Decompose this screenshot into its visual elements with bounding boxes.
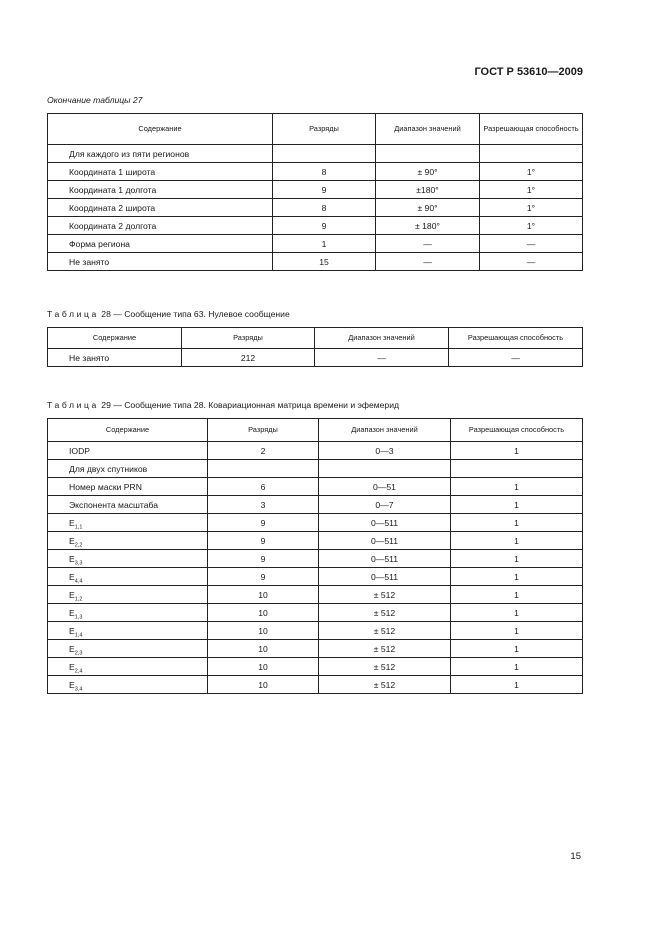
cell-bits: 3: [208, 496, 319, 514]
cell-content: Не занято: [48, 253, 273, 271]
table28-caption-prefix: Таблица: [47, 309, 99, 319]
table-row: [48, 676, 583, 694]
cell-label: E: [69, 643, 75, 654]
cell-bits: 10: [208, 640, 319, 658]
table-row: [48, 253, 583, 271]
table29: [47, 418, 583, 694]
cell-subscript: 1,4: [74, 632, 83, 639]
cell-bits: 15: [273, 253, 376, 271]
cell-subscript: 2,3: [74, 650, 83, 657]
cell-label: Для двух спутников: [69, 463, 148, 474]
cell-label: E: [69, 535, 75, 546]
table28-header-range: Диапазон значений: [315, 328, 449, 349]
cell-content: [48, 442, 208, 460]
cell-content: [48, 478, 208, 496]
cell-bits: 9: [208, 550, 319, 568]
cell-content: Координата 2 долгота: [48, 217, 273, 235]
cell-label: E: [69, 607, 75, 618]
table-row: [48, 586, 583, 604]
cell-label: E: [69, 589, 75, 600]
cell-content: Координата 1 долгота: [48, 181, 273, 199]
cell-content: [48, 676, 208, 694]
table29-header-range: Диапазон значений: [319, 419, 451, 442]
cell-range: [319, 460, 451, 478]
cell-label: Экспонента масштаба: [69, 499, 159, 510]
cell-bits: 9: [273, 217, 376, 235]
table-row: [48, 235, 583, 253]
cell-bits: 6: [208, 478, 319, 496]
table-row: [48, 145, 583, 163]
cell-resolution: 1: [451, 568, 583, 586]
page-number: 15: [570, 851, 581, 862]
cell-content: [48, 604, 208, 622]
cell-resolution: 1: [451, 532, 583, 550]
table29-header-content: Содержание: [48, 419, 208, 442]
table28-header-resolution: Разрешающая способность: [449, 328, 583, 349]
table-row: [48, 658, 583, 676]
cell-resolution: 1: [451, 604, 583, 622]
table28-header-content: Содержание: [48, 328, 182, 349]
cell-content: Для каждого из пяти регионов: [48, 145, 273, 163]
table-row: [48, 568, 583, 586]
cell-range: [376, 145, 480, 163]
cell-subscript: 2,4: [74, 668, 83, 675]
cell-content: Координата 2 широта: [48, 199, 273, 217]
cell-bits: 10: [208, 586, 319, 604]
cell-content: Форма региона: [48, 235, 273, 253]
cell-content: [48, 622, 208, 640]
cell-range: ± 512: [319, 622, 451, 640]
cell-range: ± 90°: [376, 163, 480, 181]
table-row: [48, 349, 583, 367]
table-row: [48, 217, 583, 235]
table-row: [48, 640, 583, 658]
cell-subscript: 1,3: [74, 614, 83, 621]
cell-bits: 9: [208, 568, 319, 586]
cell-label: E: [69, 553, 75, 564]
cell-range: ± 512: [319, 676, 451, 694]
table27: [47, 113, 583, 271]
table28-caption-text: 28 — Сообщение типа 63. Нулевое сообщение: [101, 309, 290, 319]
cell-label: E: [69, 571, 75, 582]
cell-resolution: 1: [451, 442, 583, 460]
cell-range: —: [376, 235, 480, 253]
cell-subscript: 3,3: [74, 560, 83, 567]
cell-subscript: 1,1: [74, 524, 83, 531]
cell-resolution: 1: [451, 676, 583, 694]
cell-content: [48, 460, 208, 478]
cell-label: E: [69, 661, 75, 672]
cell-resolution: 1: [451, 496, 583, 514]
cell-resolution: 1°: [480, 199, 583, 217]
cell-resolution: 1: [451, 622, 583, 640]
cell-resolution: 1: [451, 478, 583, 496]
table28-caption: [47, 309, 290, 319]
table29-body: [48, 442, 583, 694]
cell-resolution: 1°: [480, 217, 583, 235]
cell-subscript: 1,2: [74, 596, 83, 603]
cell-bits: 9: [273, 181, 376, 199]
cell-bits: 10: [208, 658, 319, 676]
cell-resolution: 1°: [480, 163, 583, 181]
cell-range: ± 512: [319, 640, 451, 658]
cell-range: ± 512: [319, 586, 451, 604]
cell-label: E: [69, 625, 75, 636]
table-row: [48, 514, 583, 532]
table27-header-resolution: Разрешающая способность: [480, 114, 583, 145]
table-row: [48, 199, 583, 217]
table28-header-bits: Разряды: [182, 328, 315, 349]
cell-range: 0—7: [319, 496, 451, 514]
cell-resolution: —: [480, 253, 583, 271]
table27-header-content: Содержание: [48, 114, 273, 145]
cell-content: [48, 532, 208, 550]
cell-bits: [208, 460, 319, 478]
table-row: [48, 478, 583, 496]
cell-resolution: [480, 145, 583, 163]
cell-bits: 9: [208, 532, 319, 550]
cell-range: 0—511: [319, 532, 451, 550]
table27-caption: Окончание таблицы 27: [47, 95, 143, 105]
cell-label: IODP: [69, 445, 91, 456]
cell-range: 0—511: [319, 550, 451, 568]
cell-resolution: 1: [451, 514, 583, 532]
cell-subscript: 4,4: [74, 578, 83, 585]
cell-resolution: 1: [451, 640, 583, 658]
cell-range: ± 180°: [376, 217, 480, 235]
table-row: [48, 442, 583, 460]
table-row: [48, 496, 583, 514]
cell-bits: 8: [273, 199, 376, 217]
cell-subscript: 3,4: [74, 686, 83, 693]
table-row: [48, 532, 583, 550]
cell-resolution: —: [480, 235, 583, 253]
cell-range: 0—51: [319, 478, 451, 496]
cell-bits: 10: [208, 622, 319, 640]
cell-content: [48, 640, 208, 658]
table28: [47, 327, 583, 367]
table-row: [48, 163, 583, 181]
cell-range: —: [376, 253, 480, 271]
table27-header-bits: Разряды: [273, 114, 376, 145]
cell-bits: [273, 145, 376, 163]
table-row: [48, 181, 583, 199]
cell-range: —: [315, 349, 449, 367]
table-row: [48, 622, 583, 640]
cell-label: E: [69, 517, 75, 528]
cell-range: 0—511: [319, 568, 451, 586]
cell-content: [48, 514, 208, 532]
cell-range: ± 512: [319, 604, 451, 622]
cell-resolution: [451, 460, 583, 478]
table28-body: [48, 349, 583, 367]
cell-bits: 2: [208, 442, 319, 460]
cell-bits: 8: [273, 163, 376, 181]
cell-range: ± 90°: [376, 199, 480, 217]
cell-bits: 9: [208, 514, 319, 532]
cell-subscript: 2,2: [74, 542, 83, 549]
cell-bits: 10: [208, 676, 319, 694]
cell-content: [48, 586, 208, 604]
cell-range: ±180°: [376, 181, 480, 199]
table29-header-resolution: Разрешающая способность: [451, 419, 583, 442]
cell-range: ± 512: [319, 658, 451, 676]
table29-caption-prefix: Таблица: [47, 400, 99, 410]
table-row: [48, 604, 583, 622]
cell-label: E: [69, 679, 75, 690]
table-row: [48, 550, 583, 568]
cell-range: 0—3: [319, 442, 451, 460]
cell-content: Не занято: [48, 349, 182, 367]
cell-resolution: 1°: [480, 181, 583, 199]
table29-header-bits: Разряды: [208, 419, 319, 442]
document-header: ГОСТ Р 53610—2009: [474, 66, 583, 78]
cell-content: [48, 658, 208, 676]
cell-content: [48, 568, 208, 586]
cell-content: [48, 496, 208, 514]
cell-bits: 1: [273, 235, 376, 253]
cell-resolution: 1: [451, 586, 583, 604]
cell-resolution: —: [449, 349, 583, 367]
cell-range: 0—511: [319, 514, 451, 532]
cell-resolution: 1: [451, 550, 583, 568]
cell-label: Номер маски PRN: [69, 481, 142, 492]
table27-header-range: Диапазон значений: [376, 114, 480, 145]
table29-caption: [47, 400, 399, 410]
cell-content: [48, 550, 208, 568]
cell-bits: 212: [182, 349, 315, 367]
cell-bits: 10: [208, 604, 319, 622]
table27-body: [48, 145, 583, 271]
table-row: [48, 460, 583, 478]
cell-content: Координата 1 широта: [48, 163, 273, 181]
cell-resolution: 1: [451, 658, 583, 676]
table29-caption-text: 29 — Сообщение типа 28. Ковариационная матрица времени и эфемерид: [101, 400, 400, 410]
